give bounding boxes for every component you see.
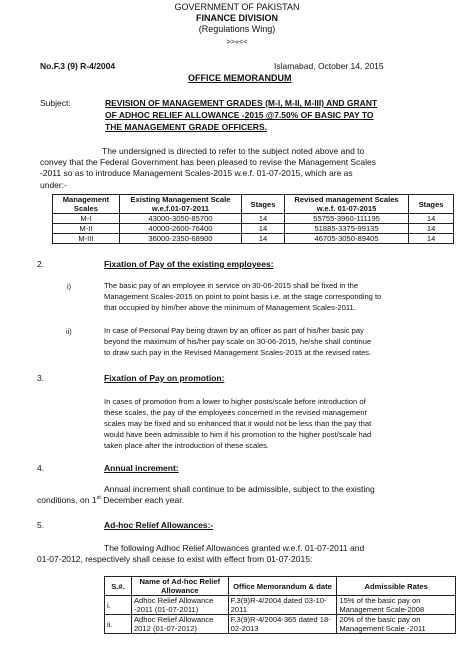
section-3-paragraph: [104, 396, 456, 451]
memo-place-date: Islamabad, October 14, 2015: [274, 61, 384, 71]
intro-line-1: The undersigned is directed to refer to the subject noted above and to: [102, 146, 365, 156]
section-5-line-2: 01-07-2012, respectively shall cease to exist with effect from 01-07-2015:: [37, 554, 313, 565]
cell-stages: 14: [242, 224, 285, 234]
cell-existing: 40000-2600-76400: [119, 224, 241, 234]
division-heading: FINANCE DIVISION: [195, 13, 278, 23]
table-row: [105, 615, 456, 634]
intro-paragraph: [40, 146, 460, 191]
col-header-management-scales: Management Scales: [53, 195, 120, 214]
col-header-admissible-rates: Admissible Rates: [337, 577, 456, 596]
table-row: [53, 224, 454, 234]
section-4-paragraph: [37, 484, 457, 506]
government-heading: GOVERNMENT OF PAKISTAN: [174, 2, 300, 12]
cell-allowance-name: Adhoc Relief Allowance -2011 (01-07-2011): [131, 596, 228, 615]
item-1-line-2: Management Scales-2015 on point to point basis i.e. at the stage corresponding to: [104, 292, 382, 301]
subject-line-1: REVISION OF MANAGEMENT GRADES (M-I, M-II, M-III) AND GRANT: [105, 98, 378, 108]
item-2-line-2: beyond the maximum of his/her pay scale on 30-06-2015, he/she shall continue: [104, 337, 372, 346]
cell-scale: M-III: [53, 234, 120, 244]
memo-number: No.F.3 (9) R-4/2004: [40, 61, 116, 71]
item-1-line-3: that occupied by him/her above the minimum of Management Scales-2011.: [104, 303, 356, 312]
table-header-row: [105, 577, 456, 596]
management-scales-table: [52, 194, 454, 244]
section-4-line-2-pre: conditions, on 1: [37, 495, 97, 506]
table-header-row: [53, 195, 454, 214]
relief-allowance-table: [104, 576, 456, 634]
cell-office-memo: F.3(9)R-4/2004 dated 03-10-2011: [228, 596, 337, 615]
section-5-number: 5.: [37, 520, 45, 530]
subject-label: Subject:: [40, 98, 71, 108]
cell-existing: 36000-2350-68900: [119, 234, 241, 244]
cell-revised: 51885-3375-99135: [284, 224, 408, 234]
header-separator: >>«<<: [226, 37, 248, 46]
item-2-line-3: to draw such pay in the Revised Management Scales-2015 at the revised rates.: [104, 348, 372, 357]
cell-revised: 46705-3050-89405: [284, 234, 408, 244]
section-2-item-1: [104, 280, 456, 313]
section-5-heading: Ad-hoc Relief Allowances:-: [104, 520, 214, 530]
cell-scale: M-I: [53, 214, 120, 224]
cell-existing: 43000-3050-85700: [119, 214, 241, 224]
section-3-line-4: would have been admissible to him if his promotion to the higher post/scale had: [104, 430, 372, 439]
section-2-item-1-marker: i): [67, 282, 72, 291]
item-1-line-1: The basic pay of an employee in service on 30-06-2015 shall be fixed in the: [104, 281, 359, 290]
col-header-stages: Stages: [242, 195, 285, 214]
cell-stages-revised: 14: [409, 214, 454, 224]
intro-line-4: under:-: [40, 179, 67, 190]
col-header-stages-revised: Stages: [409, 195, 454, 214]
memo-title: OFFICE MEMORANDUM: [188, 73, 292, 83]
section-3-line-5: taken place after the introduction of these scales.: [104, 441, 270, 450]
intro-line-3: -2011 so as to introduce Management Scales-2015 w.e.f. 01-07-2015, which are as: [40, 168, 353, 179]
cell-stages-revised: 14: [409, 224, 454, 234]
col-header-allowance-name: Name of Ad-hoc Relief Allowance: [131, 577, 228, 596]
col-header-sno: S.#.: [105, 577, 132, 596]
item-2-line-1: In case of Personal Pay being drawn by an officer as part of his/her basic pay: [104, 326, 364, 335]
col-header-revised-scale: Revised management Scales w.e.f. 01-07-2015: [284, 195, 408, 214]
cell-sno: ii.: [105, 615, 132, 634]
section-4-line-1: Annual increment shall continue to be admissible, subject to the existing: [104, 484, 375, 494]
section-2-heading: Fixation of Pay of the existing employees:: [104, 259, 274, 269]
section-5-line-1: The following Adhoc Relief Allowances granted w.e.f. 01-07-2011 and: [104, 543, 365, 553]
section-5-paragraph: [37, 543, 457, 565]
section-4-sup: st: [96, 495, 101, 502]
section-3-line-2: these scales, the pay of the employees concerned in the revised management: [104, 408, 367, 417]
cell-scale: M-II: [53, 224, 120, 234]
subject-line-2: OF ADHOC RELIEF ALLOWANCE -2015 @7.50% OF BASIC PAY TO: [105, 110, 374, 120]
section-4-line-2-post: December each year.: [100, 495, 184, 506]
col-header-office-memo: Office Memorandum & date: [228, 577, 337, 596]
section-3-number: 3.: [37, 373, 45, 383]
wing-heading: (Regulations Wing): [198, 24, 276, 34]
table-row: [53, 214, 454, 224]
section-2-number: 2.: [37, 259, 45, 269]
table-row: [105, 596, 456, 615]
cell-stages: 14: [242, 234, 285, 244]
cell-revised: 55755-3960-111195: [284, 214, 408, 224]
section-4-number: 4.: [37, 463, 45, 473]
section-2-item-2: [104, 325, 456, 358]
subject-line-3: THE MANAGEMENT GRADE OFFICERS.: [105, 122, 267, 132]
cell-office-memo: F.3(9)R-4/2004-365 dated 18-02-2013: [228, 615, 337, 634]
cell-admissible-rate: 15% of the basic pay on Management Scale-2008: [337, 596, 456, 615]
table-row: [53, 234, 454, 244]
section-4-heading: Annual increment:: [104, 463, 179, 473]
section-4-line-2: [37, 495, 457, 506]
section-3-line-1: In cases of promotion from a lower to higher posts/scale before introduction of: [104, 397, 366, 406]
col-header-existing-scale: Existing Management Scale w.e.f.01-07-2011: [119, 195, 241, 214]
cell-admissible-rate: 20% of the basic pay on Management Scale -2011: [337, 615, 456, 634]
cell-stages: 14: [242, 214, 285, 224]
cell-sno: i.: [105, 596, 132, 615]
section-2-item-2-marker: ii): [66, 327, 72, 336]
section-3-heading: Fixation of Pay on promotion:: [104, 373, 225, 383]
cell-allowance-name: Adhoc Relief Allowance 2012 (01-07-2012): [131, 615, 228, 634]
intro-line-2: convey that the Federal Government has been pleased to revise the Management Scales: [40, 157, 376, 168]
section-3-line-3: scales may be fixed and so enhanced that it would not be less than the pay that: [104, 419, 372, 428]
cell-stages-revised: 14: [409, 234, 454, 244]
